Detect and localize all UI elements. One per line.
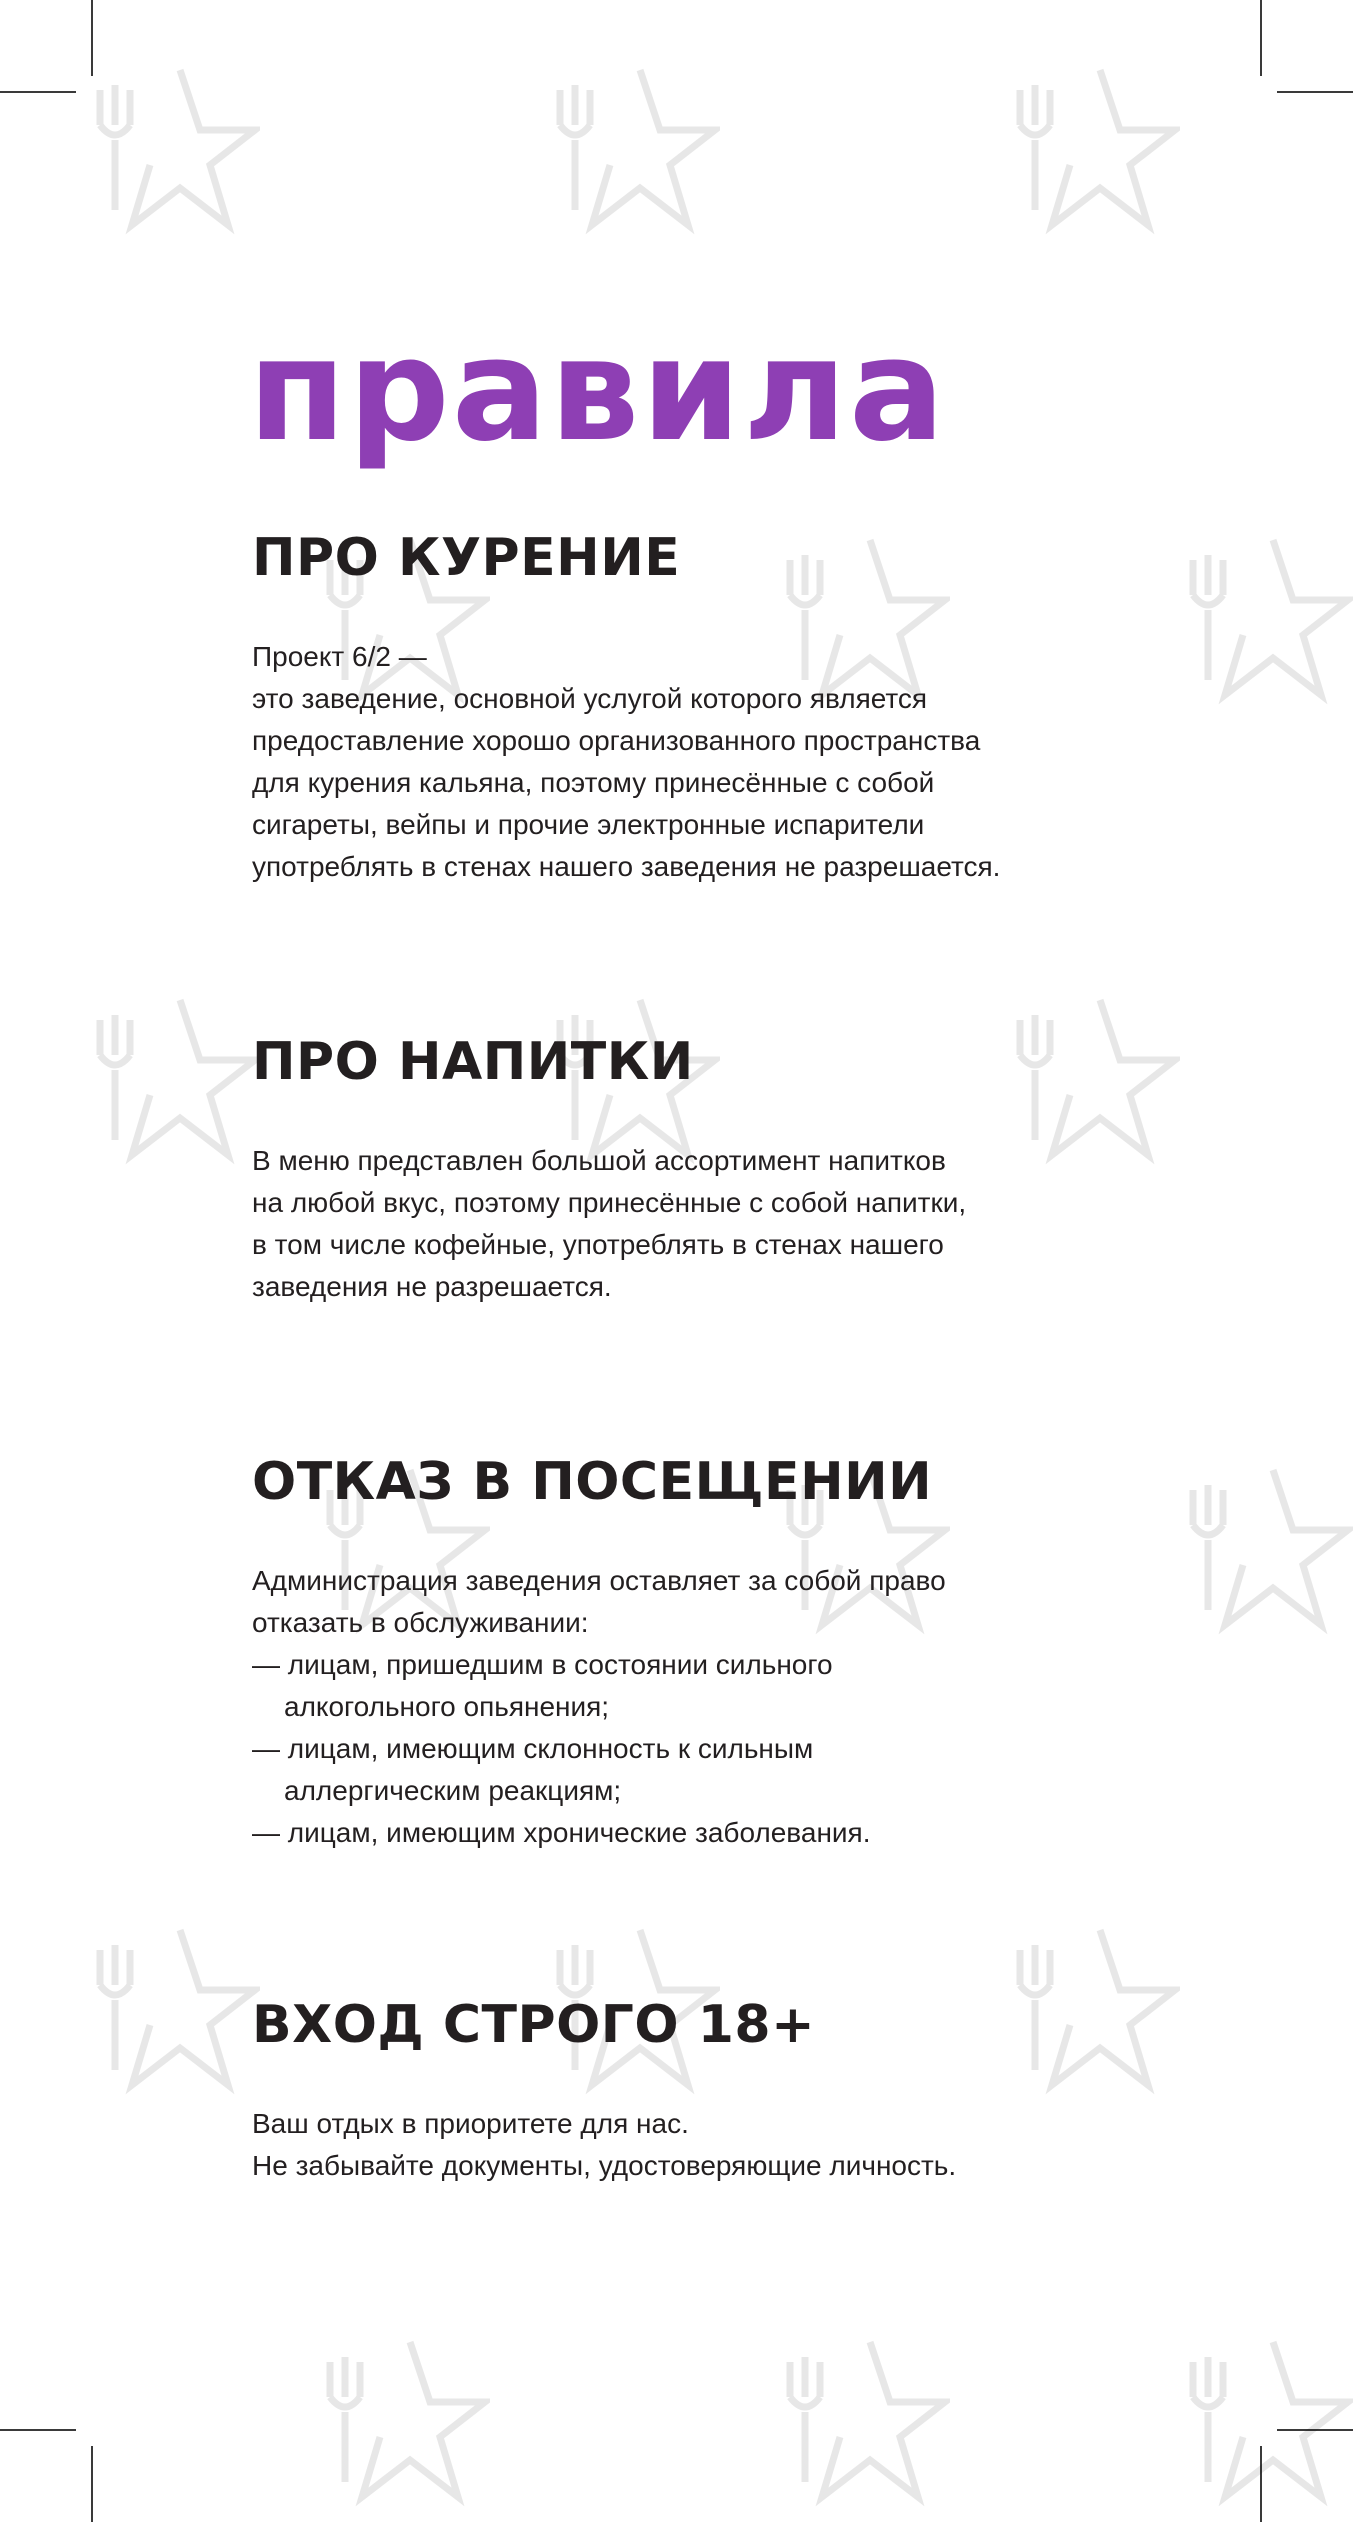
watermark-icon	[1153, 1450, 1353, 1650]
list-item-continuation: алкогольного опьянения;	[284, 1691, 610, 1722]
crop-mark	[1277, 91, 1353, 93]
crop-mark	[0, 91, 76, 93]
text-line: в том числе кофейные, употреблять в стенах нашего	[252, 1229, 944, 1260]
list-item: — лицам, пришедшим в состоянии сильного	[252, 1649, 833, 1680]
watermark-icon	[750, 2322, 950, 2522]
watermark-icon	[60, 980, 260, 1180]
watermark-icon	[60, 1910, 260, 2110]
text-line: для курения кальяна, поэтому принесённые с собой	[252, 767, 935, 798]
page-title: правила	[248, 308, 947, 473]
section-smoking	[252, 528, 1152, 888]
text-line: Администрация заведения оставляет за собой право	[252, 1565, 946, 1596]
section-refusal	[252, 1452, 1152, 1854]
text-line: Ваш отдых в приоритете для нас.	[252, 2108, 689, 2139]
section-body	[252, 2103, 1152, 2187]
watermark-icon	[60, 50, 260, 250]
watermark-icon	[520, 50, 720, 250]
watermark-icon	[290, 2322, 490, 2522]
crop-mark	[1260, 2446, 1262, 2522]
text-line: отказать в обслуживании:	[252, 1607, 589, 1638]
text-line: В меню представлен большой ассортимент напитков	[252, 1145, 946, 1176]
text-line: предоставление хорошо организованного пространства	[252, 725, 981, 756]
list-item: — лицам, имеющим склонность к сильным	[252, 1733, 814, 1764]
watermark-icon	[1153, 2322, 1353, 2522]
watermark-icon	[1153, 520, 1353, 720]
text-line: это заведение, основной услугой которого является	[252, 683, 928, 714]
watermark-icon	[980, 50, 1180, 250]
section-age	[252, 1995, 1152, 2187]
section-drinks	[252, 1032, 1152, 1308]
section-body	[252, 636, 1152, 888]
section-body	[252, 1560, 1152, 1854]
section-heading: ПРО КУРЕНИЕ	[252, 528, 681, 588]
text-line: заведения не разрешается.	[252, 1271, 612, 1302]
list-item: — лицам, имеющим хронические заболевания.	[252, 1817, 871, 1848]
section-heading: ВХОД СТРОГО 18+	[252, 1995, 816, 2055]
text-line: Проект 6/2 —	[252, 641, 427, 672]
section-heading: ОТКАЗ В ПОСЕЩЕНИИ	[252, 1452, 933, 1512]
text-line: Не забывайте документы, удостоверяющие личность.	[252, 2150, 957, 2181]
crop-mark	[0, 2429, 76, 2431]
crop-mark	[91, 0, 93, 76]
list-item-continuation: аллергическим реакциям;	[284, 1775, 622, 1806]
text-line: сигареты, вейпы и прочие электронные испарители	[252, 809, 925, 840]
text-line: на любой вкус, поэтому принесённые с собой напитки,	[252, 1187, 967, 1218]
section-heading: ПРО НАПИТКИ	[252, 1032, 694, 1092]
crop-mark	[91, 2446, 93, 2522]
text-line: употреблять в стенах нашего заведения не разрешается.	[252, 851, 1001, 882]
section-body	[252, 1140, 1152, 1308]
crop-mark	[1277, 2429, 1353, 2431]
crop-mark	[1260, 0, 1262, 76]
